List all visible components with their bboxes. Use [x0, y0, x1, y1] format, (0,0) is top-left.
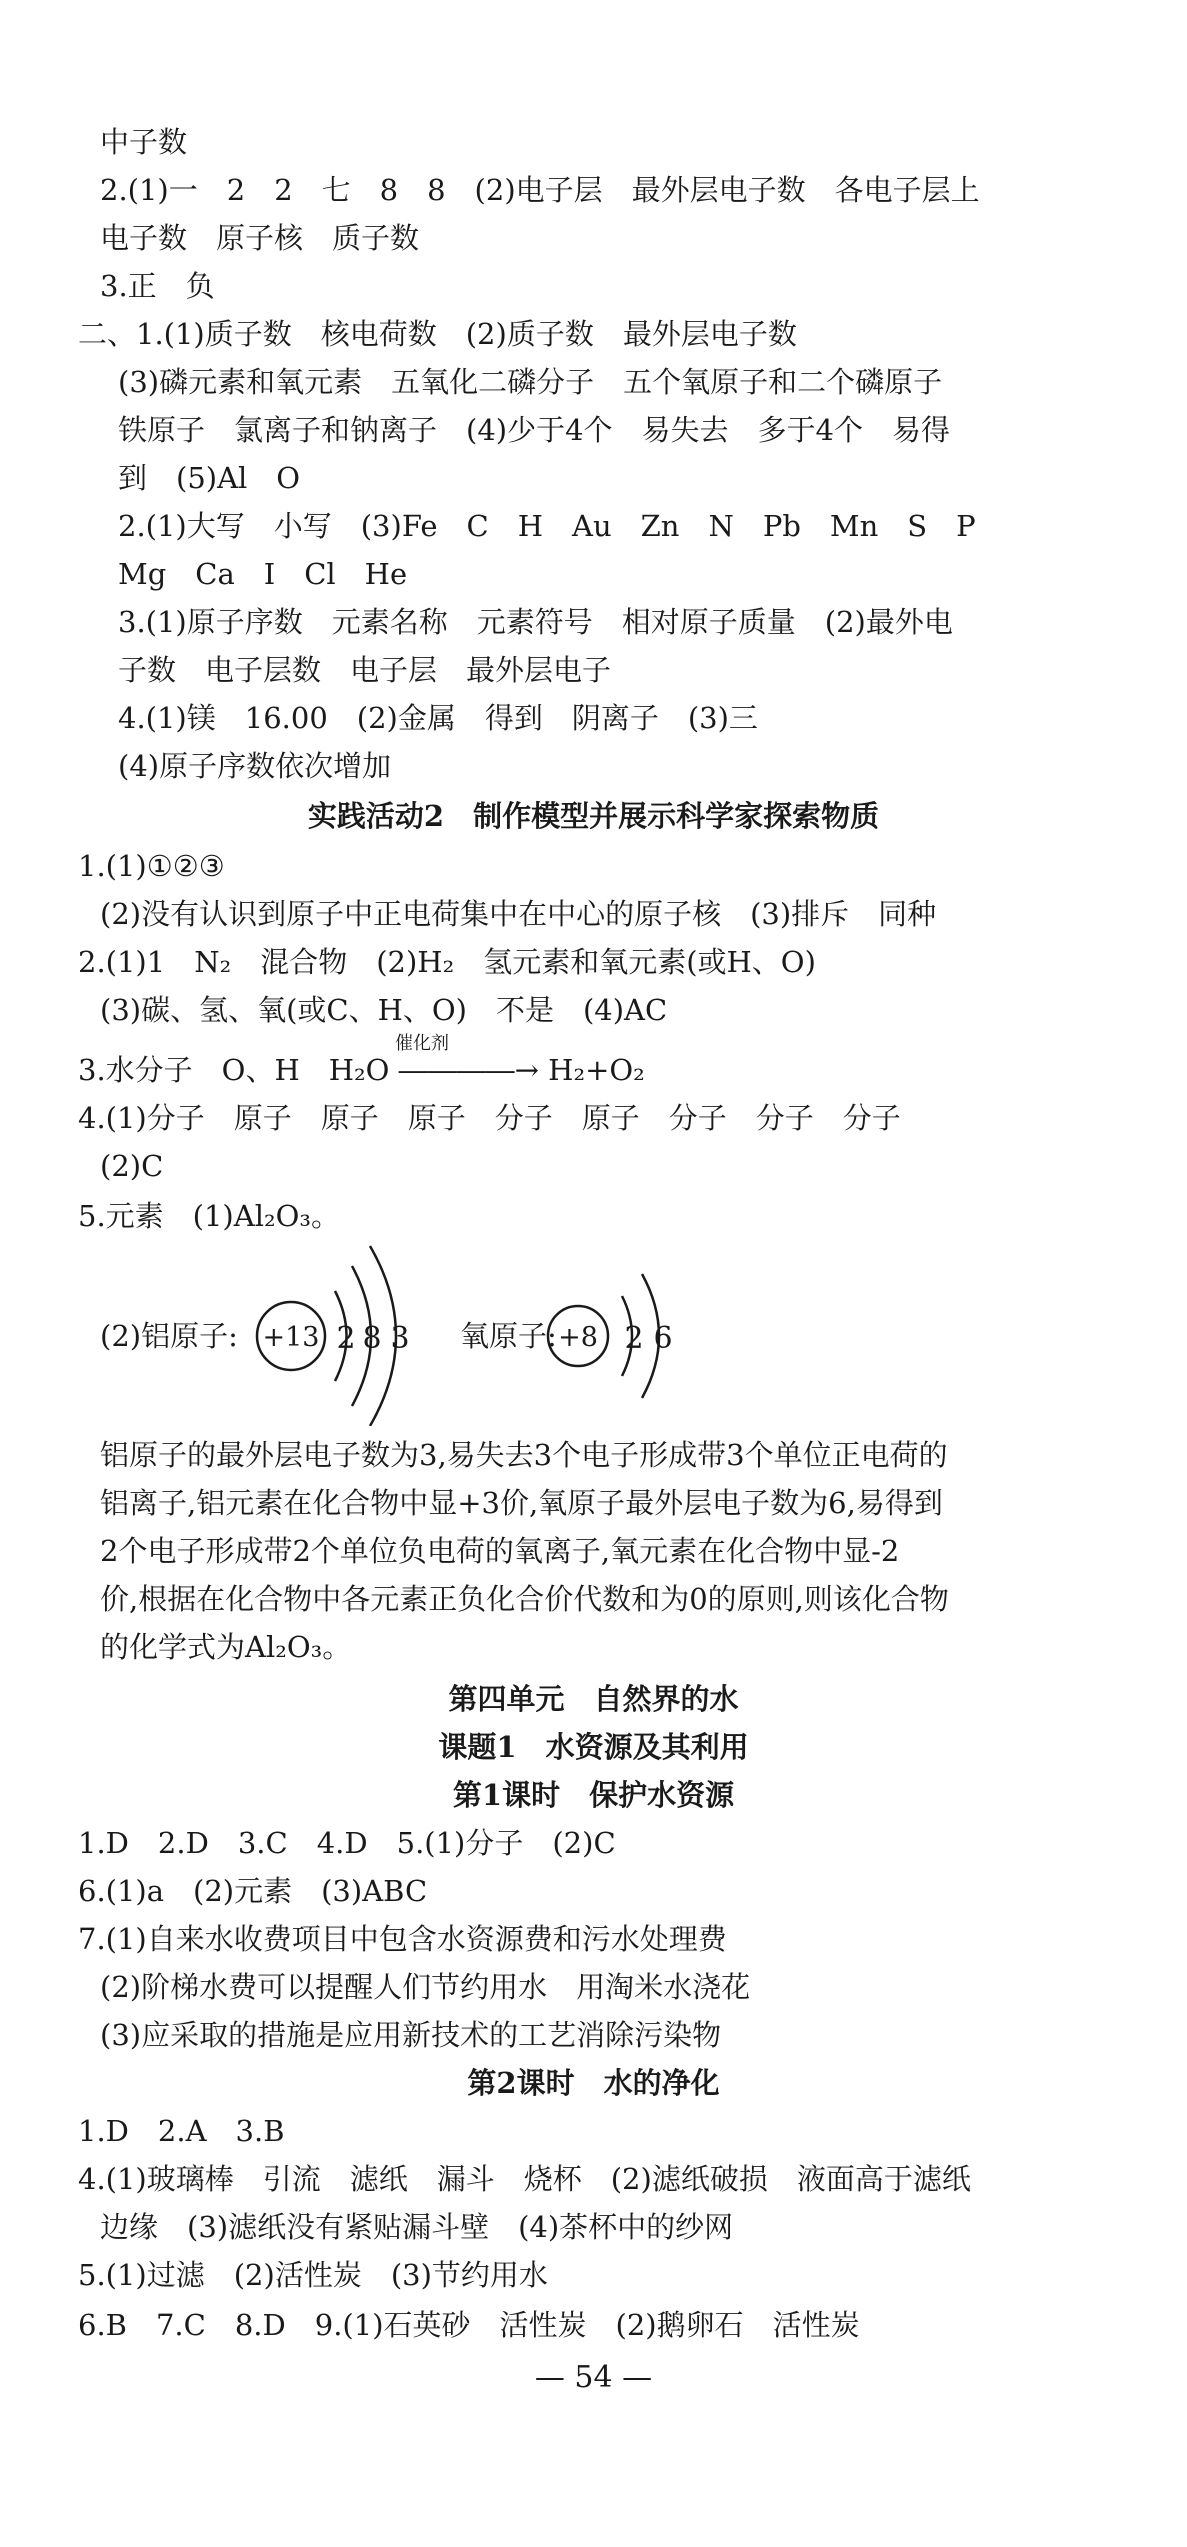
catalyst-label: 催化剂	[395, 1033, 449, 1054]
section-heading: 实践活动2 制作模型并展示科学家探索物质	[307, 799, 880, 833]
period-heading: 第2课时 水的净化	[467, 2066, 720, 2100]
text-line: 4.(1)分子 原子 原子 原子 分子 原子 分子 分子 分子	[78, 1101, 901, 1135]
text-line: 子数 电子层数 电子层 最外层电子	[118, 653, 612, 687]
unit-heading: 第四单元 自然界的水	[448, 1682, 739, 1716]
text-line: 二、1.(1)质子数 核电荷数 (2)质子数 最外层电子数	[78, 317, 797, 351]
period-heading: 第1课时 保护水资源	[452, 1778, 735, 1812]
text-line: 铝离子,铝元素在化合物中显+3价,氧原子最外层电子数为6,易得到	[100, 1486, 943, 1520]
text-line: 的化学式为Al₂O₃。	[100, 1630, 352, 1664]
text-line: 1.D 2.D 3.C 4.D 5.(1)分子 (2)C	[78, 1826, 616, 1860]
text-line: 2.(1)大写 小写 (3)Fe C H Au Zn N Pb Mn S P	[118, 509, 976, 543]
al-nucleus-charge: +13	[262, 1322, 320, 1353]
o-nucleus-charge: +8	[558, 1322, 598, 1353]
o-shell-electrons: 2	[624, 1321, 644, 1356]
text-line: 3.(1)原子序数 元素名称 元素符号 相对原子质量 (2)最外电	[118, 605, 953, 639]
text-line: (4)原子序数依次增加	[118, 749, 392, 783]
text-line: 中子数	[100, 125, 188, 159]
text-line: 6.(1)a (2)元素 (3)ABC	[78, 1874, 428, 1908]
text-line: (3)磷元素和氧元素 五氧化二磷分子 五个氧原子和二个磷原子	[118, 365, 943, 399]
o-shell-electrons: 6	[653, 1321, 673, 1356]
text-line: (3)应采取的措施是应用新技术的工艺消除污染物	[100, 2018, 722, 2052]
text-line: 铝原子的最外层电子数为3,易失去3个电子形成带3个单位正电荷的	[100, 1438, 948, 1472]
text-line: 价,根据在化合物中各元素正负化合价代数和为0的原则,则该化合物	[100, 1582, 949, 1616]
text-line: 1.D 2.A 3.B	[78, 2114, 285, 2148]
al-shell-electrons: 8	[362, 1321, 382, 1356]
text-line: 2.(1)一 2 2 七 8 8 (2)电子层 最外层电子数 各电子层上	[100, 173, 980, 207]
text-line: 1.(1)①②③	[78, 849, 225, 883]
text-line: (2)没有认识到原子中正电荷集中在中心的原子核 (3)排斥 同种	[100, 897, 937, 931]
text-line: (2)C	[100, 1149, 164, 1183]
text-line: 到 (5)Al O	[118, 461, 301, 495]
text-line: 7.(1)自来水收费项目中包含水资源费和污水处理费	[78, 1922, 727, 1956]
text-line: 铁原子 氯离子和钠离子 (4)少于4个 易失去 多于4个 易得	[118, 413, 950, 447]
page-number: — 54 —	[534, 2360, 653, 2395]
text-line: 6.B 7.C 8.D 9.(1)石英砂 活性炭 (2)鹅卵石 活性炭	[78, 2308, 860, 2342]
text-line: 4.(1)玻璃棒 引流 滤纸 漏斗 烧杯 (2)滤纸破损 液面高于滤纸	[78, 2162, 971, 2196]
text-line: 2个电子形成带2个单位负电荷的氧离子,氧元素在化合物中显-2	[100, 1534, 900, 1568]
text-line: 3.正 负	[100, 269, 215, 303]
text-line: 2.(1)1 N₂ 混合物 (2)H₂ 氢元素和氧元素(或H、O)	[78, 945, 816, 979]
lesson-heading: 课题1 水资源及其利用	[438, 1730, 749, 1764]
text-line: 5.元素 (1)Al₂O₃。	[78, 1199, 340, 1233]
atom-structure-diagram	[90, 1236, 710, 1426]
text-line: Mg Ca I Cl He	[118, 557, 408, 591]
text-line: 电子数 原子核 质子数	[100, 221, 420, 255]
al-atom-label: (2)铝原子:	[100, 1319, 238, 1353]
text-line: 3.水分子 O、H H₂O ――――→ H₂+O₂	[78, 1053, 645, 1087]
text-line: (2)阶梯水费可以提醒人们节约用水 用淘米水浇花	[100, 1970, 751, 2004]
al-shell-electrons: 2	[336, 1321, 356, 1356]
o-atom-label: 氧原子:	[460, 1319, 557, 1353]
text-line: 4.(1)镁 16.00 (2)金属 得到 阴离子 (3)三	[118, 701, 758, 735]
text-line: (3)碳、氢、氧(或C、H、O) 不是 (4)AC	[100, 993, 668, 1027]
al-shell-electrons: 3	[390, 1321, 410, 1356]
text-line: 边缘 (3)滤纸没有紧贴漏斗壁 (4)茶杯中的纱网	[100, 2210, 734, 2244]
text-line: 5.(1)过滤 (2)活性炭 (3)节约用水	[78, 2258, 548, 2292]
